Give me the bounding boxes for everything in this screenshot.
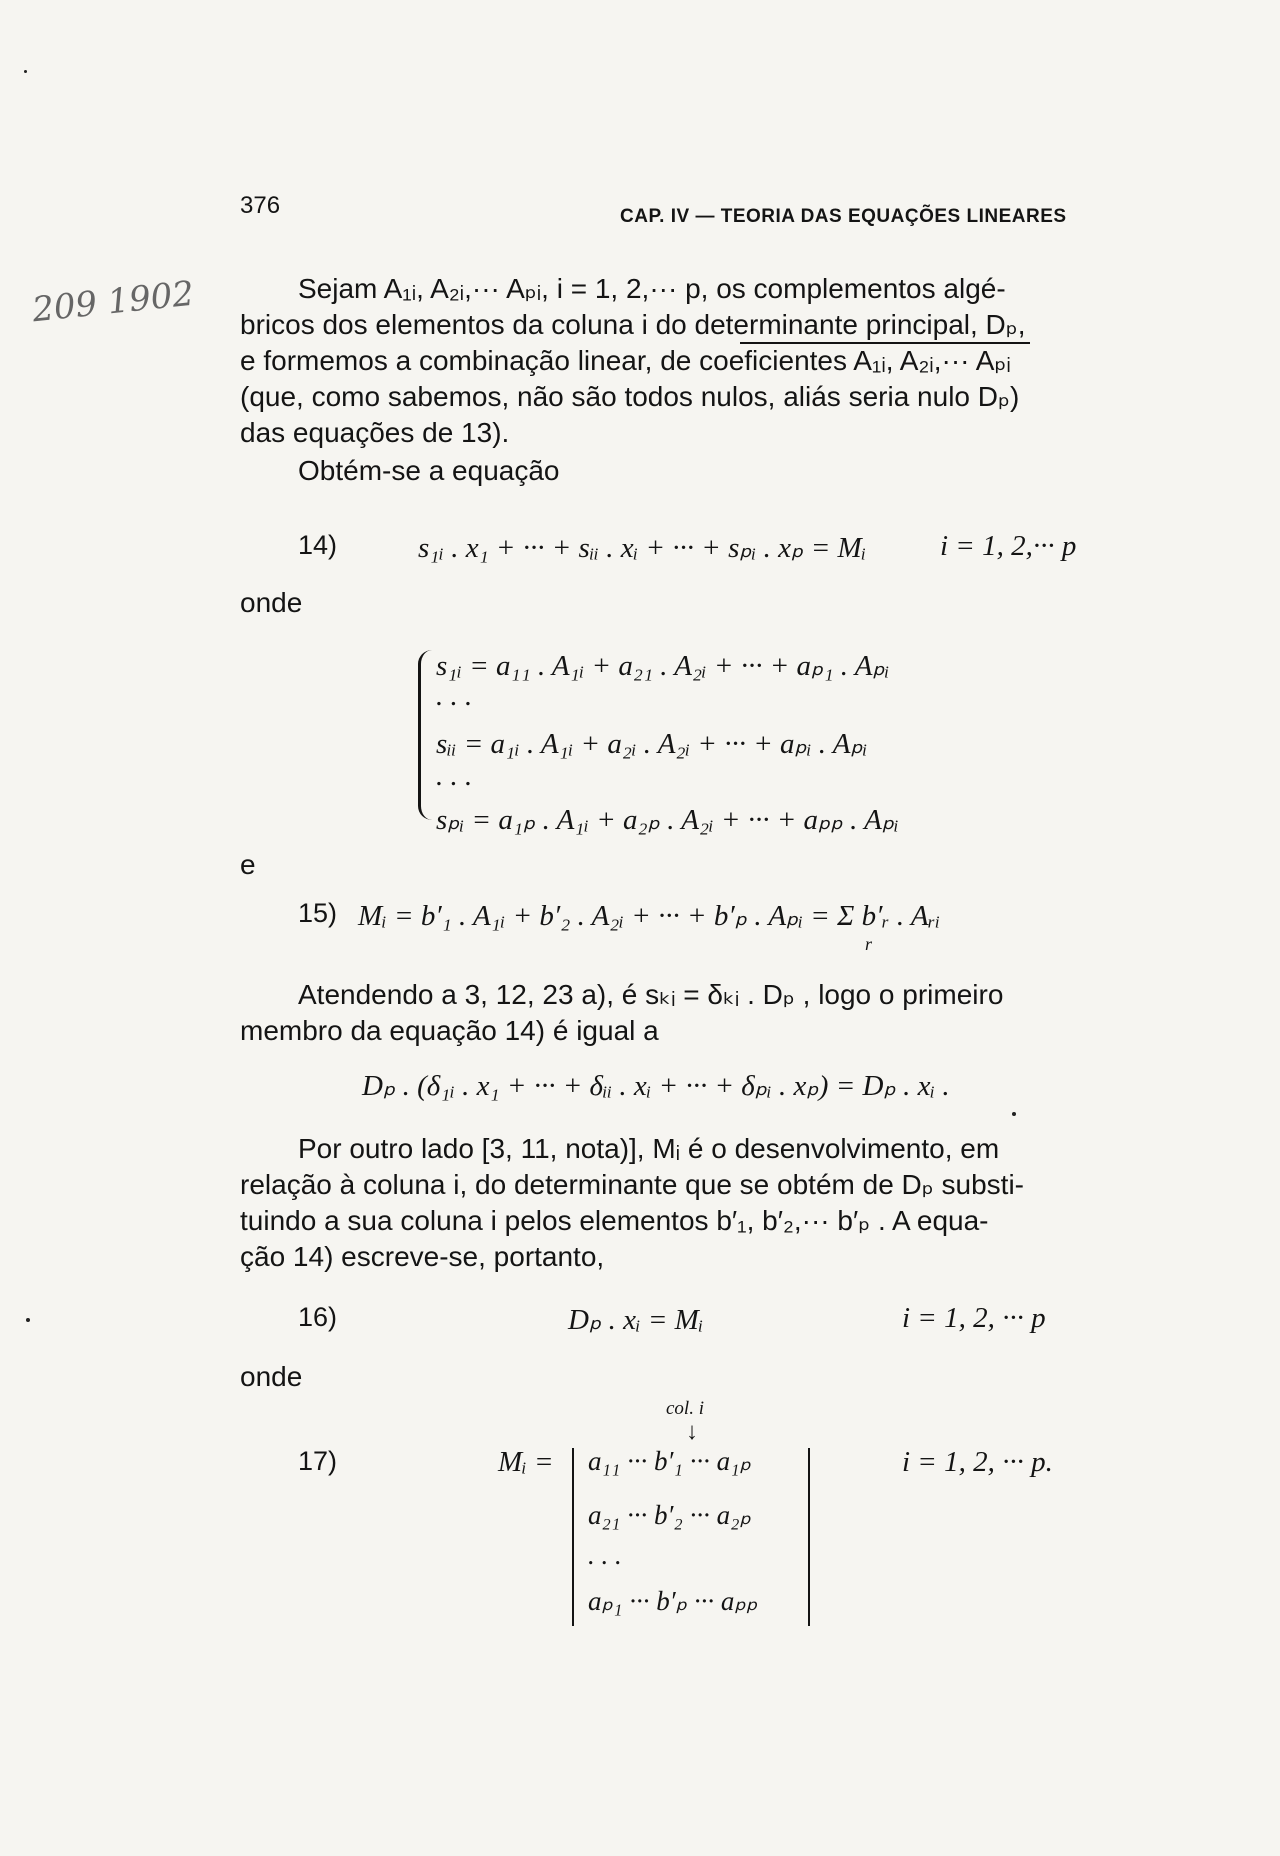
equation-label: 15) (298, 898, 338, 928)
chapter-title: CAP. IV — TEORIA DAS EQUAÇÕES LINEARES (620, 206, 1067, 227)
determinant-row: . . . (588, 1540, 622, 1570)
system-line: . . . (436, 680, 473, 712)
paragraph-line: (que, como sabemos, não são todos nulos, aliás seria nulo Dₚ) (240, 381, 1020, 412)
paragraph-line: bricos dos elementos da coluna i do determinante principal, Dₚ, (240, 309, 1026, 340)
equation-label: 14) (298, 530, 338, 560)
equation-range: i = 1, 2, ··· p. (902, 1446, 1053, 1478)
paragraph-line: e (240, 849, 256, 880)
sum-index: r (865, 934, 873, 954)
equation-14: s₁ᵢ . x₁ + ··· + sᵢᵢ . xᵢ + ··· + sₚᵢ . xₚ = Mᵢ (418, 532, 867, 564)
equation-label: 17) (298, 1446, 338, 1476)
column-label: col. i (666, 1398, 704, 1419)
determinant-row: a₂₁ ··· b′₂ ··· a₂ₚ (588, 1500, 752, 1530)
paragraph-line: ção 14) escreve-se, portanto, (240, 1241, 605, 1272)
paragraph-line: e formemos a combinação linear, de coeficientes A₁ᵢ, A₂ᵢ,··· Aₚᵢ (240, 345, 1011, 376)
paragraph-line: Atendendo a 3, 12, 23 a), é sₖᵢ = δₖᵢ . Dₚ , logo o primeiro (298, 979, 1004, 1010)
paragraph-line: tuindo a sua coluna i pelos elementos b′₁, b′₂,··· b′ₚ . A equa- (240, 1205, 989, 1236)
system-line: s₁ᵢ = a₁₁ . A₁ᵢ + a₂₁ . A₂ᵢ + ··· + aₚ₁ . Aₚᵢ (436, 650, 890, 682)
system-line: sₚᵢ = a₁ₚ . A₁ᵢ + a₂ₚ . A₂ᵢ + ··· + aₚₚ . Aₚᵢ (436, 804, 899, 836)
handwritten-margin-note: 209 1902 (30, 273, 196, 331)
equation-16: Dₚ . xᵢ = Mᵢ (568, 1304, 704, 1336)
equation-range: i = 1, 2, ··· p (902, 1302, 1046, 1334)
determinant-lhs: Mᵢ = (498, 1446, 554, 1478)
determinant-row: a₁₁ ··· b′₁ ··· a₁ₚ (588, 1446, 752, 1476)
paragraph-line: das equações de 13). (240, 417, 510, 448)
paragraph-line: Obtém-se a equação (298, 455, 560, 486)
paragraph-line: onde (240, 1361, 303, 1392)
paragraph-line: onde (240, 587, 303, 618)
equation-inline-dp: Dₚ . (δ₁ᵢ . x₁ + ··· + δᵢᵢ . xᵢ + ··· + δₚᵢ . xₚ) = Dₚ . xᵢ . (362, 1070, 950, 1102)
scan-speck (26, 1318, 30, 1322)
scan-speck (24, 70, 27, 73)
down-arrow-icon: ↓ (686, 1418, 698, 1445)
determinant-right-bar (808, 1448, 810, 1626)
page-number: 376 (240, 192, 281, 219)
equation-range: i = 1, 2,··· p (940, 530, 1077, 562)
system-line: . . . (436, 760, 473, 792)
determinant-left-bar (572, 1448, 574, 1626)
paragraph-line: membro da equação 14) é igual a (240, 1015, 659, 1046)
equation-15: Mᵢ = b′₁ . A₁ᵢ + b′₂ . A₂ᵢ + ··· + b′ₚ . Aₚᵢ = Σ b′ᵣ . Aᵣᵢ (358, 900, 941, 932)
determinant-row: aₚ₁ ··· b′ₚ ··· aₚₚ (588, 1586, 758, 1616)
equation-label: 16) (298, 1302, 338, 1332)
system-brace (418, 650, 435, 820)
paragraph-line: Por outro lado [3, 11, nota)], Mᵢ é o desenvolvimento, em (298, 1133, 1000, 1164)
paragraph-line: Sejam A₁ᵢ, A₂ᵢ,··· Aₚᵢ, i = 1, 2,··· p, os complementos algé- (298, 273, 1006, 304)
scan-speck (1012, 1112, 1016, 1116)
paragraph-line: relação à coluna i, do determinante que se obtém de Dₚ substi- (240, 1169, 1024, 1200)
system-line: sᵢᵢ = a₁ᵢ . A₁ᵢ + a₂ᵢ . A₂ᵢ + ··· + aₚᵢ . Aₚᵢ (436, 728, 868, 760)
